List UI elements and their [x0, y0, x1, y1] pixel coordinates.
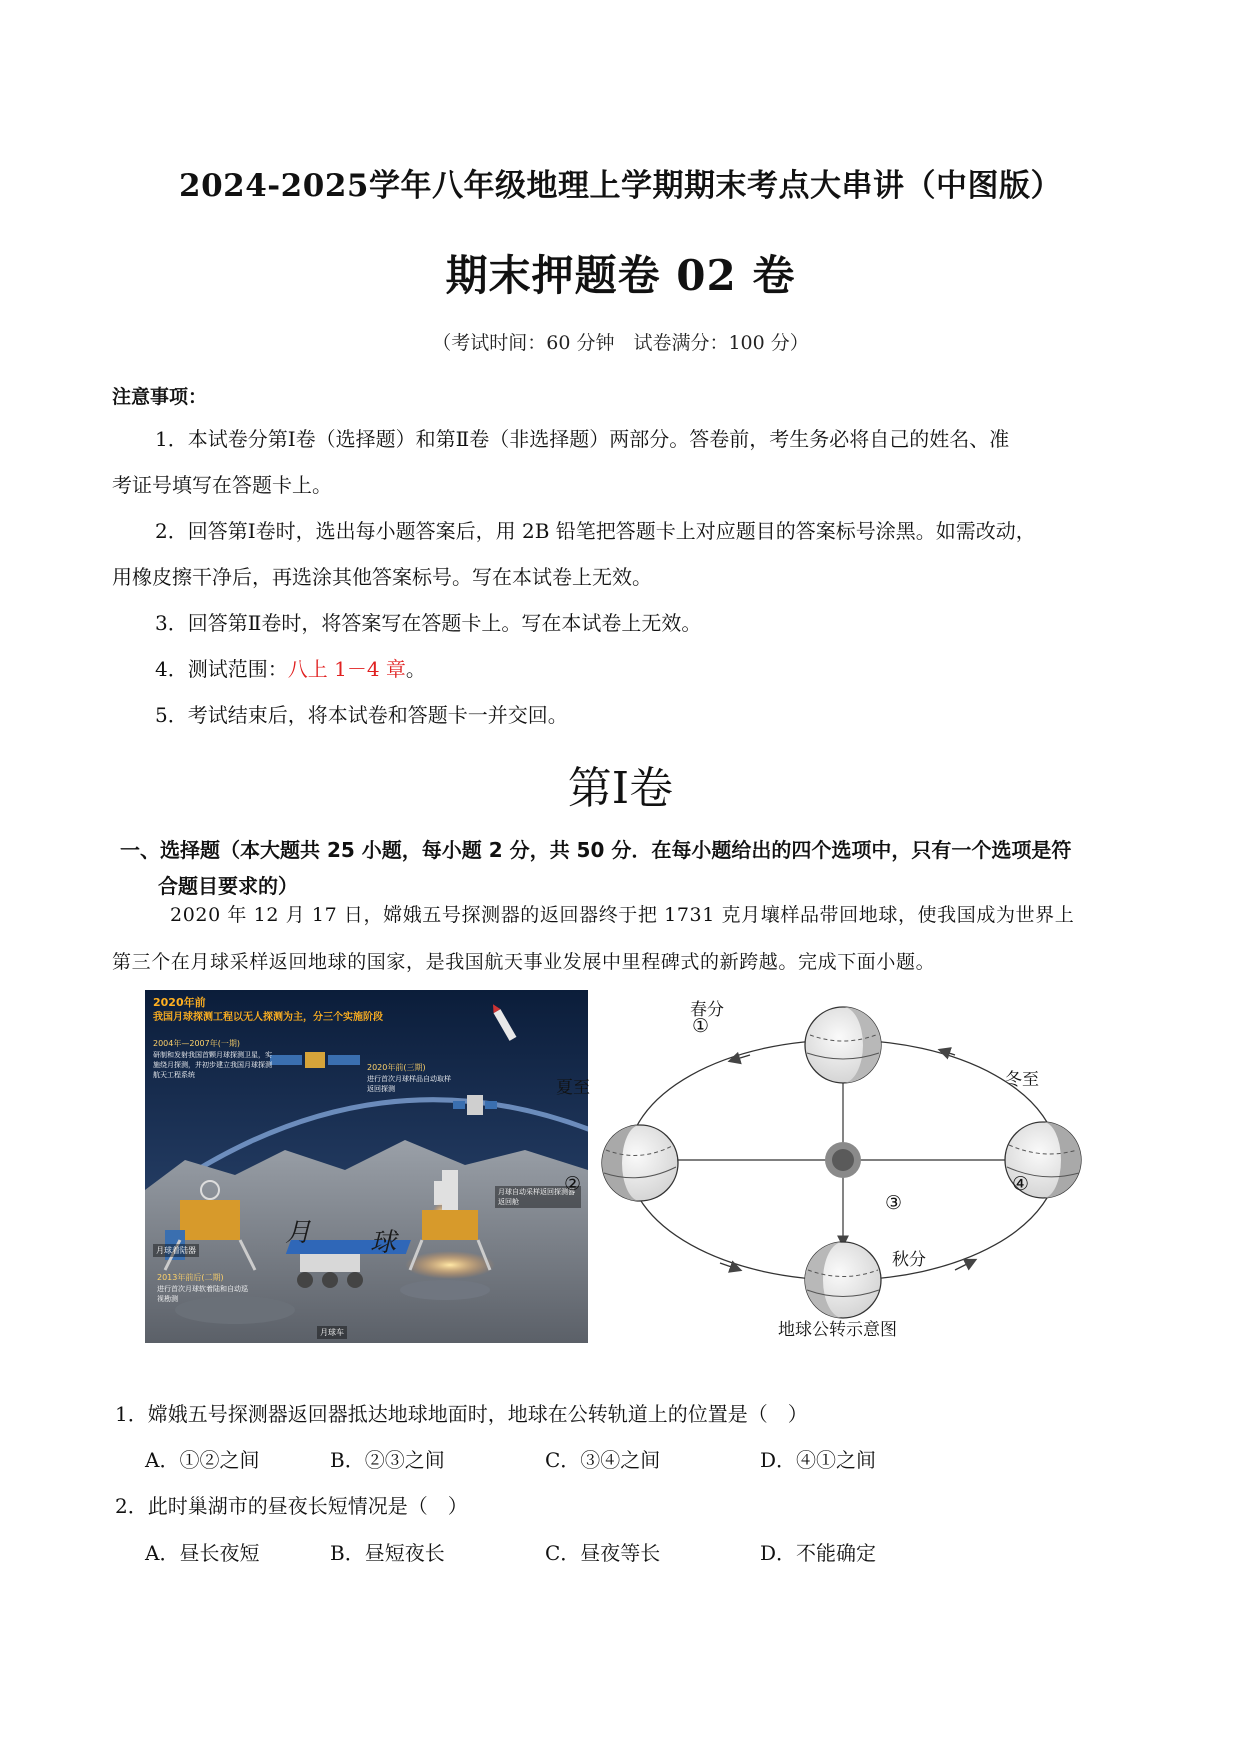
scope-prefix: 4．测试范围： [155, 657, 288, 681]
question-2-option-b[interactable]: B．昼短夜长 [330, 1541, 445, 1565]
position-4-marker: ④ [1012, 1173, 1030, 1195]
position-2-marker: ② [564, 1173, 582, 1195]
question-1-stem: 1．嫦娥五号探测器返回器抵达地球地面时，地球在公转轨道上的位置是（ ） [115, 1402, 808, 1426]
notice-heading: 注意事项： [112, 386, 208, 408]
section-title: 第Ⅰ卷 [567, 763, 674, 814]
question-1-option-d[interactable]: D．④①之间 [760, 1448, 877, 1472]
earth-revolution-diagram [556, 995, 1100, 1345]
notice-item-2-line2: 用橡皮擦干净后，再选涂其他答案标号。写在本试卷上无效。 [112, 565, 652, 589]
photo-stage1-title: 2004年—2007年(一期) [153, 1039, 240, 1048]
photo-sampler-label: 月球自动采样返回探测器返回舱 [495, 1186, 581, 1208]
lunar-exploration-image [145, 990, 588, 1343]
position-3-marker: ③ [885, 1192, 903, 1214]
photo-moon-char-2: 球 [370, 1228, 397, 1258]
photo-stage3-title: 2020年前(三期) [367, 1063, 426, 1072]
position-1-marker: ① [692, 1015, 710, 1037]
photo-lander-label: 月球着陆器 [153, 1244, 199, 1257]
photo-header-text: 我国月球探测工程以无人探测为主，分三个实施阶段 [153, 1012, 383, 1023]
photo-rover-label: 月球车 [317, 1326, 347, 1339]
photo-stage1-text: 研制和发射我国首颗月球探测卫星，实施绕月探测，并初步建立我国月球探测航天工程系统 [153, 1051, 272, 1079]
question-1-option-b[interactable]: B．②③之间 [330, 1448, 445, 1472]
photo-stage2-text: 进行首次月球软着陆和自动巡视勘测 [157, 1285, 248, 1303]
question-2-option-c[interactable]: C．昼夜等长 [545, 1541, 661, 1565]
question-1-option-a[interactable]: A．①②之间 [145, 1448, 260, 1472]
part-heading-line2: 合题目要求的） [158, 874, 298, 898]
photo-header-year: 2020年前 [153, 996, 206, 1009]
exam-paper-title: 期末押题卷 02 卷 [445, 251, 796, 300]
notice-item-4 [112, 646, 1132, 692]
passage-line1: 2020 年 12 月 17 日，嫦娥五号探测器的返回器终于把 1731 克月壤样品带回地球，使我国成为世界上 [170, 904, 1075, 926]
question-2-option-d[interactable]: D．不能确定 [760, 1541, 877, 1565]
earth-summer-icon [602, 1125, 678, 1201]
notice-item-1-line2: 考证号填写在答题卡上。 [112, 473, 332, 497]
label-spring-equinox: 春分 [690, 1000, 724, 1020]
question-2-option-a[interactable]: A．昼长夜短 [145, 1541, 260, 1565]
scope-suffix: 。 [405, 657, 426, 681]
label-autumn-equinox: 秋分 [892, 1250, 926, 1270]
sun-icon [825, 1142, 861, 1178]
label-summer-solstice: 夏至 [556, 1078, 590, 1098]
notice-item-3: 3．回答第Ⅱ卷时，将答案写在答题卡上。写在本试卷上无效。 [155, 611, 702, 635]
notice-list [112, 416, 1132, 738]
earth-spring-icon [805, 1007, 881, 1083]
photo-stage3-text: 进行首次月球样品自动取样返回探测 [367, 1075, 451, 1093]
exam-series-title: 2024-2025学年八年级地理上学期期末考点大串讲（中图版） [179, 168, 1062, 204]
photo-stage2-title: 2013年前后(二期) [157, 1273, 224, 1282]
question-2-stem: 2．此时巢湖市的昼夜长短情况是（ ） [115, 1494, 468, 1518]
part-heading-line1: 一、选择题（本大题共 25 小题，每小题 2 分，共 50 分．在每小题给出的四个选项中，只有一个选项是符 [120, 838, 1072, 862]
label-winter-solstice: 冬至 [1005, 1070, 1039, 1090]
scope-value: 八上 1－4 章 [287, 657, 406, 681]
notice-item-2-line1: 2．回答第Ⅰ卷时，选出每小题答案后，用 2B 铅笔把答题卡上对应题目的答案标号涂黑。如需改动， [155, 519, 1036, 543]
question-1-option-c[interactable]: C．③④之间 [545, 1448, 661, 1472]
diagram-caption: 地球公转示意图 [778, 1320, 897, 1340]
passage-line2: 第三个在月球采样返回地球的国家，是我国航天事业发展中里程碑式的新跨越。完成下面小题。 [112, 951, 936, 973]
exam-time-and-score: （考试时间：60 分钟 试卷满分：100 分） [432, 332, 809, 354]
earth-autumn-icon [805, 1242, 881, 1318]
reading-passage [112, 892, 1132, 986]
photo-moon-char-1: 月 [285, 1218, 312, 1248]
notice-item-1-line1: 1．本试卷分第Ⅰ卷（选择题）和第Ⅱ卷（非选择题）两部分。答卷前，考生务必将自己的姓名、准 [155, 427, 1010, 451]
notice-item-5: 5．考试结束后，将本试卷和答题卡一并交回。 [155, 703, 568, 727]
